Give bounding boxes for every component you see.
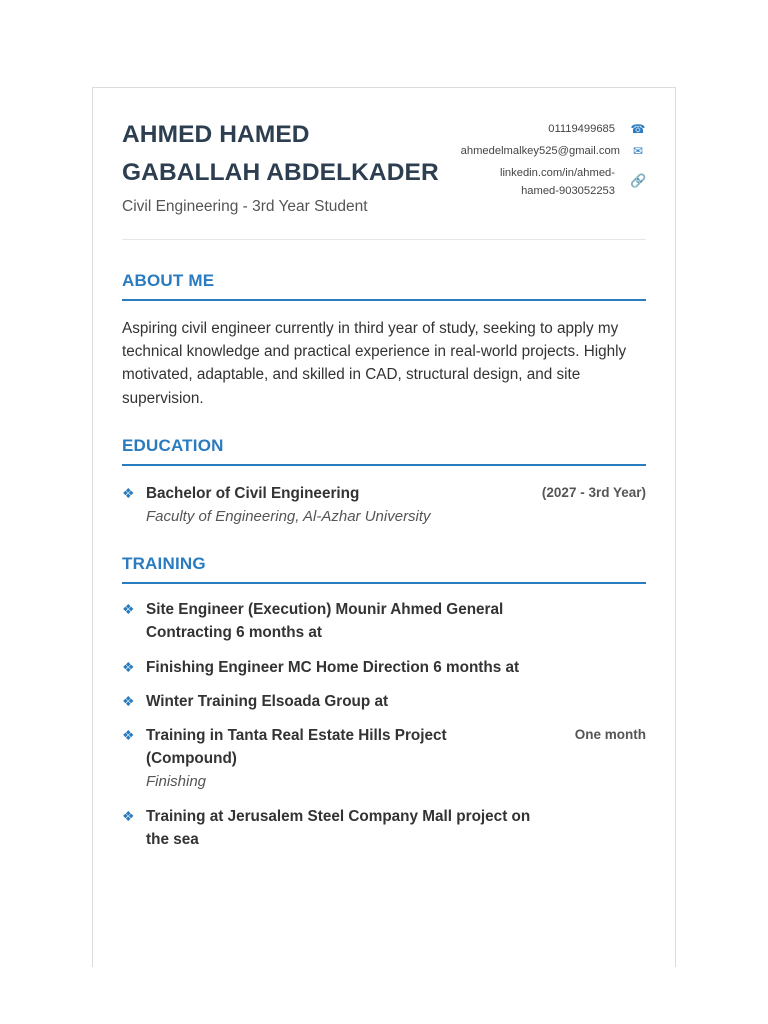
diamond-bullet-icon: ❖ xyxy=(122,659,135,675)
training-title: Training in Tanta Real Estate Hills Project (Compound) xyxy=(146,727,447,768)
diamond-bullet-icon: ❖ xyxy=(122,693,135,709)
diamond-bullet-icon: ❖ xyxy=(122,808,135,824)
phone-icon: ☎ xyxy=(630,122,646,136)
training-section-title: TRAINING xyxy=(122,554,646,584)
contact-phone xyxy=(426,120,646,142)
education-degree: Bachelor of Civil Engineering xyxy=(146,485,360,502)
education-institution: Faculty of Engineering, Al-Azhar University xyxy=(146,508,431,526)
education-date: (2027 - 3rd Year) xyxy=(541,485,646,500)
linkedin-text-line-2[interactable]: hamed-903052253 xyxy=(521,185,615,197)
training-title: Site Engineer (Execution) Mounir Ahmed General Contracting 6 months at xyxy=(146,601,504,642)
diamond-bullet-icon: ❖ xyxy=(122,485,135,501)
training-item xyxy=(122,656,646,679)
name-line-2: GABALLAH ABDELKADER xyxy=(122,159,439,186)
about-section-title: ABOUT ME xyxy=(122,271,646,301)
phone-text: 01119499685 xyxy=(548,123,615,135)
training-item xyxy=(122,598,646,644)
training-date: One month xyxy=(574,727,646,742)
contact-linkedin[interactable] xyxy=(426,164,646,200)
training-title: Finishing Engineer MC Home Direction 6 months at xyxy=(146,659,520,676)
diamond-bullet-icon: ❖ xyxy=(122,601,135,617)
email-icon: ✉ xyxy=(632,144,644,158)
candidate-subtitle: Civil Engineering - 3rd Year Student xyxy=(122,198,368,215)
resume-page xyxy=(92,87,676,967)
name-line-1: AHMED HAMED xyxy=(122,121,310,148)
training-item xyxy=(122,690,646,713)
training-item xyxy=(122,724,646,793)
education-item xyxy=(122,482,646,528)
training-subtitle: Finishing xyxy=(146,773,207,791)
email-text[interactable]: ahmedelmalkey525@gmail.com xyxy=(460,145,620,157)
resume-content xyxy=(122,88,647,849)
education-section-title: EDUCATION xyxy=(122,436,646,466)
training-title: Training at Jerusalem Steel Company Mall project on the sea xyxy=(146,808,531,849)
resume-header xyxy=(122,88,646,240)
linkedin-text-line-1[interactable]: linkedin.com/in/ahmed- xyxy=(499,167,615,179)
contact-email[interactable] xyxy=(426,142,646,164)
diamond-bullet-icon: ❖ xyxy=(122,727,135,743)
about-text: Aspiring civil engineer currently in third year of study, seeking to apply my technical knowledge and practical experience in real-world projects. Highly motivated, adaptable, and skilled in CAD, structural design, and site supervision. xyxy=(122,320,627,407)
candidate-name xyxy=(122,116,462,192)
contact-info xyxy=(426,120,646,200)
link-icon: 🔗 xyxy=(630,173,647,188)
training-item xyxy=(122,805,646,851)
training-title: Winter Training Elsoada Group at xyxy=(146,693,389,710)
